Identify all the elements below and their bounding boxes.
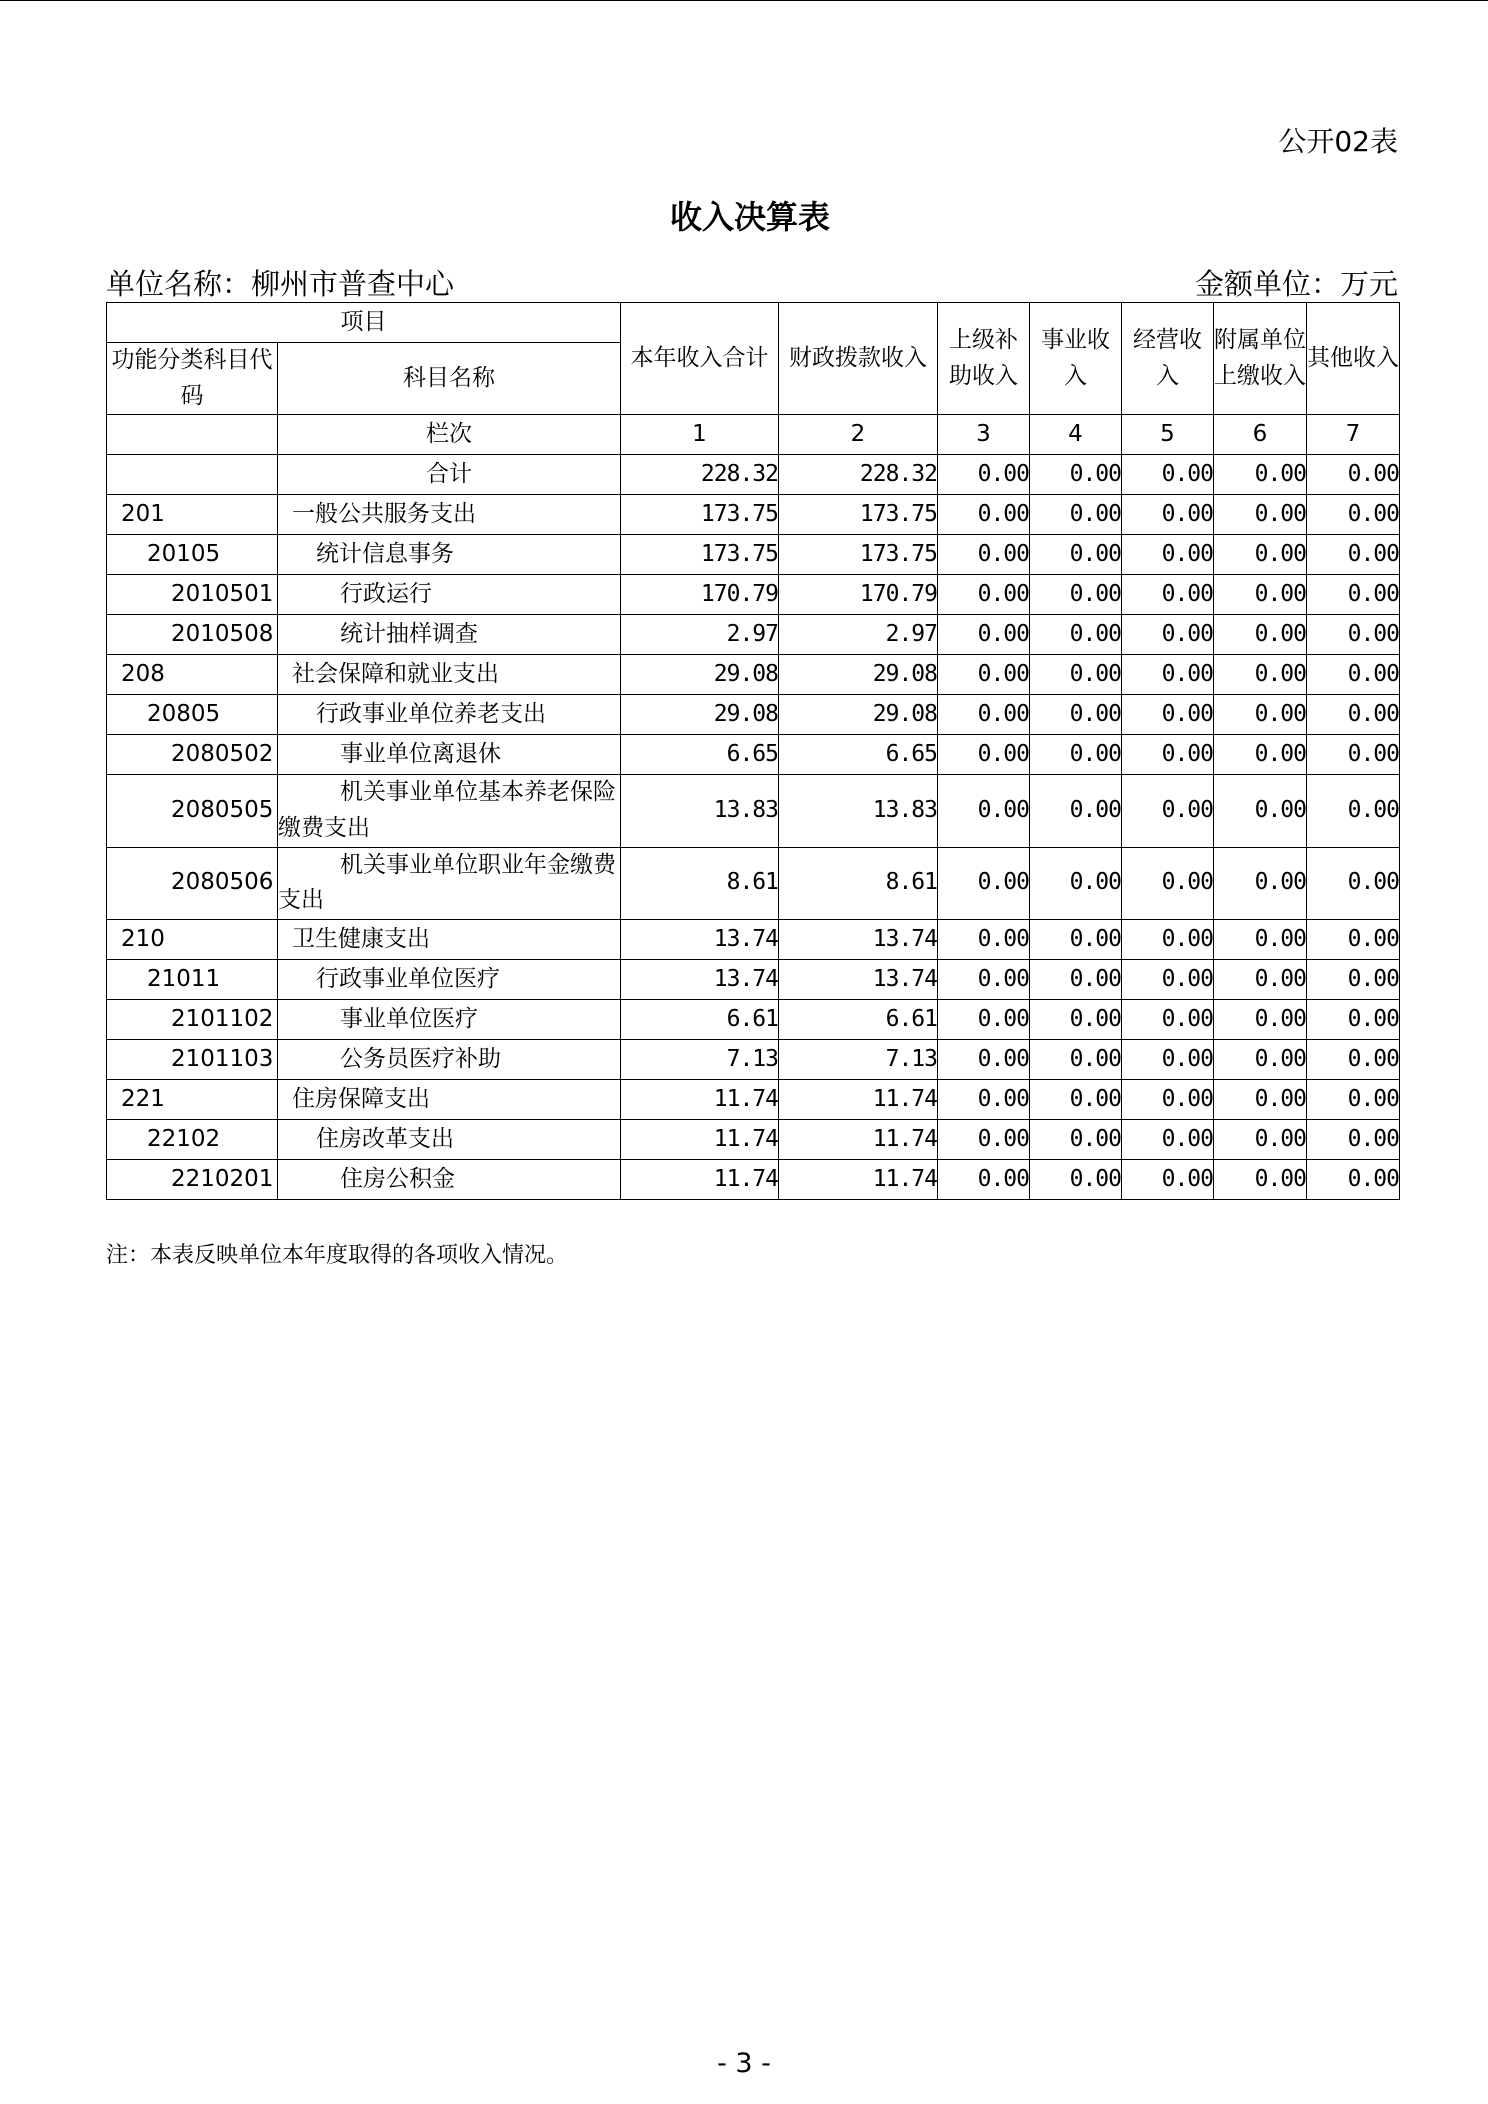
row-value: 0.00	[1122, 655, 1214, 695]
row-value: 0.00	[1030, 775, 1122, 847]
row-value: 0.00	[938, 655, 1030, 695]
table-row	[107, 1039, 1400, 1079]
row-code: 20805	[107, 695, 278, 735]
header-superior: 上级补助收入	[938, 303, 1030, 415]
row-value: 228.32	[621, 455, 779, 495]
row-value: 0.00	[1307, 959, 1400, 999]
page-top-border	[0, 0, 1488, 1]
row-value: 173.75	[621, 535, 779, 575]
row-value: 29.08	[621, 655, 779, 695]
table-row	[107, 919, 1400, 959]
unit-name: 单位名称：柳州市普查中心	[106, 267, 455, 301]
table-row	[107, 1159, 1400, 1199]
footnote: 注：本表反映单位本年度取得的各项收入情况。	[106, 1243, 569, 1268]
row-value: 0.00	[1214, 775, 1307, 847]
row-subject-name: 事业单位离退休	[278, 735, 621, 775]
column-number: 1	[621, 415, 779, 455]
row-code: 2080502	[107, 735, 278, 775]
row-value: 0.00	[1030, 735, 1122, 775]
row-value: 0.00	[1030, 1119, 1122, 1159]
row-value: 0.00	[1030, 1079, 1122, 1119]
table-row	[107, 695, 1400, 735]
row-code: 22102	[107, 1119, 278, 1159]
row-subject-name: 一般公共服务支出	[278, 495, 621, 535]
row-value: 29.08	[779, 695, 938, 735]
row-value: 13.83	[621, 775, 779, 847]
row-value: 0.00	[1122, 735, 1214, 775]
row-subject-name: 行政事业单位养老支出	[278, 695, 621, 735]
row-value: 11.74	[779, 1079, 938, 1119]
row-value: 0.00	[1307, 999, 1400, 1039]
row-value: 6.65	[779, 735, 938, 775]
row-value: 0.00	[1307, 919, 1400, 959]
row-subject-name: 统计信息事务	[278, 535, 621, 575]
row-value: 0.00	[1214, 1039, 1307, 1079]
row-value: 7.13	[779, 1039, 938, 1079]
column-number: 6	[1214, 415, 1307, 455]
row-subject-name: 合计	[278, 455, 621, 495]
row-value: 0.00	[1122, 575, 1214, 615]
row-value: 170.79	[621, 575, 779, 615]
income-table	[106, 302, 1400, 1200]
row-value: 0.00	[1307, 695, 1400, 735]
table-row	[107, 615, 1400, 655]
row-value: 0.00	[1307, 575, 1400, 615]
row-value: 0.00	[1307, 775, 1400, 847]
row-value: 8.61	[621, 847, 779, 919]
row-value: 29.08	[621, 695, 779, 735]
row-value: 0.00	[1214, 655, 1307, 695]
row-value: 0.00	[1122, 495, 1214, 535]
page-number: - 3 -	[717, 2048, 771, 2079]
amount-unit: 金额单位：万元	[1194, 267, 1398, 301]
row-value: 0.00	[1214, 575, 1307, 615]
header-operating: 经营收入	[1122, 303, 1214, 415]
table-row	[107, 455, 1400, 495]
row-value: 0.00	[1307, 1119, 1400, 1159]
row-value: 0.00	[1307, 1079, 1400, 1119]
row-code: 2101103	[107, 1039, 278, 1079]
table-row	[107, 575, 1400, 615]
row-value: 29.08	[779, 655, 938, 695]
row-value: 8.61	[779, 847, 938, 919]
row-value: 0.00	[1214, 495, 1307, 535]
row-code: 2080505	[107, 775, 278, 847]
row-subject-name: 统计抽样调查	[278, 615, 621, 655]
row-subject-name: 社会保障和就业支出	[278, 655, 621, 695]
row-subject-name: 事业单位医疗	[278, 999, 621, 1039]
table-row	[107, 847, 1400, 919]
row-value: 0.00	[1030, 1039, 1122, 1079]
row-value: 0.00	[1030, 495, 1122, 535]
column-number-empty	[107, 415, 278, 455]
row-value: 0.00	[1122, 847, 1214, 919]
row-value: 0.00	[1307, 495, 1400, 535]
row-value: 0.00	[1122, 1079, 1214, 1119]
row-value: 0.00	[1214, 1119, 1307, 1159]
row-value: 0.00	[1307, 615, 1400, 655]
row-code: 2010508	[107, 615, 278, 655]
row-value: 0.00	[1122, 1119, 1214, 1159]
row-value: 0.00	[1122, 919, 1214, 959]
row-value: 0.00	[1122, 1039, 1214, 1079]
column-number: 3	[938, 415, 1030, 455]
row-value: 0.00	[938, 1039, 1030, 1079]
row-value: 0.00	[938, 495, 1030, 535]
column-number: 7	[1307, 415, 1400, 455]
row-value: 0.00	[1307, 535, 1400, 575]
table-row	[107, 1119, 1400, 1159]
row-value: 13.74	[779, 919, 938, 959]
row-code: 2210201	[107, 1159, 278, 1199]
row-value: 2.97	[779, 615, 938, 655]
row-value: 11.74	[779, 1119, 938, 1159]
row-value: 0.00	[1122, 1159, 1214, 1199]
row-value: 11.74	[621, 1159, 779, 1199]
table-row	[107, 775, 1400, 847]
row-value: 228.32	[779, 455, 938, 495]
table-row	[107, 959, 1400, 999]
row-value: 0.00	[1030, 959, 1122, 999]
row-value: 0.00	[1030, 455, 1122, 495]
row-code: 2010501	[107, 575, 278, 615]
row-subject-name: 机关事业单位基本养老保险缴费支出	[278, 775, 621, 847]
row-value: 0.00	[1307, 655, 1400, 695]
row-value: 0.00	[1122, 615, 1214, 655]
row-value: 11.74	[621, 1079, 779, 1119]
row-subject-name: 公务员医疗补助	[278, 1039, 621, 1079]
row-value: 0.00	[1214, 735, 1307, 775]
row-value: 7.13	[621, 1039, 779, 1079]
row-value: 0.00	[1030, 695, 1122, 735]
row-value: 0.00	[1214, 615, 1307, 655]
row-value: 173.75	[779, 495, 938, 535]
row-code: 208	[107, 655, 278, 695]
row-value: 0.00	[938, 847, 1030, 919]
row-subject-name: 机关事业单位职业年金缴费支出	[278, 847, 621, 919]
row-value: 0.00	[938, 695, 1030, 735]
meta-row	[106, 262, 1398, 303]
row-value: 0.00	[1307, 1039, 1400, 1079]
row-value: 0.00	[938, 615, 1030, 655]
row-code: 20105	[107, 535, 278, 575]
header-affiliated: 附属单位上缴收入	[1214, 303, 1307, 415]
document-title: 收入决算表	[669, 198, 830, 236]
row-value: 6.65	[621, 735, 779, 775]
row-value: 13.74	[779, 959, 938, 999]
row-value: 0.00	[1122, 455, 1214, 495]
table-row	[107, 735, 1400, 775]
row-value: 0.00	[938, 535, 1030, 575]
column-number: 5	[1122, 415, 1214, 455]
row-value: 0.00	[1030, 919, 1122, 959]
row-code	[107, 455, 278, 495]
row-code: 2080506	[107, 847, 278, 919]
header-other: 其他收入	[1307, 303, 1400, 415]
row-subject-name: 住房保障支出	[278, 1079, 621, 1119]
table-row	[107, 655, 1400, 695]
column-number: 2	[779, 415, 938, 455]
table-row	[107, 999, 1400, 1039]
row-value: 0.00	[938, 999, 1030, 1039]
row-code: 201	[107, 495, 278, 535]
row-value: 0.00	[1030, 847, 1122, 919]
column-number-label: 栏次	[278, 415, 621, 455]
row-code: 221	[107, 1079, 278, 1119]
row-value: 0.00	[1214, 959, 1307, 999]
row-subject-name: 住房公积金	[278, 1159, 621, 1199]
header-subject-name: 科目名称	[278, 343, 621, 415]
header-total: 本年收入合计	[621, 303, 779, 415]
row-value: 0.00	[938, 1079, 1030, 1119]
row-value: 0.00	[1307, 455, 1400, 495]
row-value: 0.00	[1030, 655, 1122, 695]
row-subject-name: 住房改革支出	[278, 1119, 621, 1159]
row-value: 13.74	[621, 959, 779, 999]
row-value: 0.00	[1122, 775, 1214, 847]
header-func-code: 功能分类科目代码	[107, 343, 278, 415]
row-value: 0.00	[1214, 847, 1307, 919]
table-row	[107, 495, 1400, 535]
row-value: 0.00	[1030, 615, 1122, 655]
row-value: 0.00	[1122, 535, 1214, 575]
row-value: 11.74	[779, 1159, 938, 1199]
table-row	[107, 535, 1400, 575]
row-value: 0.00	[938, 775, 1030, 847]
row-value: 0.00	[938, 919, 1030, 959]
row-value: 2.97	[621, 615, 779, 655]
row-value: 0.00	[1030, 575, 1122, 615]
row-value: 0.00	[1122, 959, 1214, 999]
row-value: 0.00	[938, 1119, 1030, 1159]
row-value: 6.61	[621, 999, 779, 1039]
row-code: 2101102	[107, 999, 278, 1039]
row-value: 0.00	[1214, 1159, 1307, 1199]
row-value: 0.00	[1214, 695, 1307, 735]
row-value: 0.00	[1307, 735, 1400, 775]
row-value: 0.00	[1030, 535, 1122, 575]
row-value: 6.61	[779, 999, 938, 1039]
row-value: 0.00	[1030, 999, 1122, 1039]
row-value: 0.00	[938, 1159, 1030, 1199]
row-value: 13.74	[621, 919, 779, 959]
row-code: 210	[107, 919, 278, 959]
row-value: 0.00	[1122, 999, 1214, 1039]
row-value: 0.00	[938, 455, 1030, 495]
row-subject-name: 行政运行	[278, 575, 621, 615]
row-value: 0.00	[1030, 1159, 1122, 1199]
row-value: 0.00	[938, 735, 1030, 775]
row-value: 0.00	[1307, 847, 1400, 919]
header-project: 项目	[107, 303, 621, 343]
row-value: 13.83	[779, 775, 938, 847]
row-code: 21011	[107, 959, 278, 999]
row-value: 0.00	[1122, 695, 1214, 735]
header-row-project	[107, 303, 1400, 343]
row-subject-name: 行政事业单位医疗	[278, 959, 621, 999]
row-value: 0.00	[1214, 535, 1307, 575]
row-value: 173.75	[621, 495, 779, 535]
form-code: 公开02表	[1278, 125, 1398, 158]
column-number: 4	[1030, 415, 1122, 455]
row-value: 0.00	[938, 575, 1030, 615]
row-value: 0.00	[1307, 1159, 1400, 1199]
row-subject-name: 卫生健康支出	[278, 919, 621, 959]
table-row	[107, 1079, 1400, 1119]
row-value: 11.74	[621, 1119, 779, 1159]
row-value: 0.00	[938, 959, 1030, 999]
row-value: 0.00	[1214, 999, 1307, 1039]
column-number-row	[107, 415, 1400, 455]
row-value: 0.00	[1214, 455, 1307, 495]
row-value: 0.00	[1214, 1079, 1307, 1119]
header-business: 事业收入	[1030, 303, 1122, 415]
header-fiscal: 财政拨款收入	[779, 303, 938, 415]
row-value: 0.00	[1214, 919, 1307, 959]
row-value: 173.75	[779, 535, 938, 575]
row-value: 170.79	[779, 575, 938, 615]
